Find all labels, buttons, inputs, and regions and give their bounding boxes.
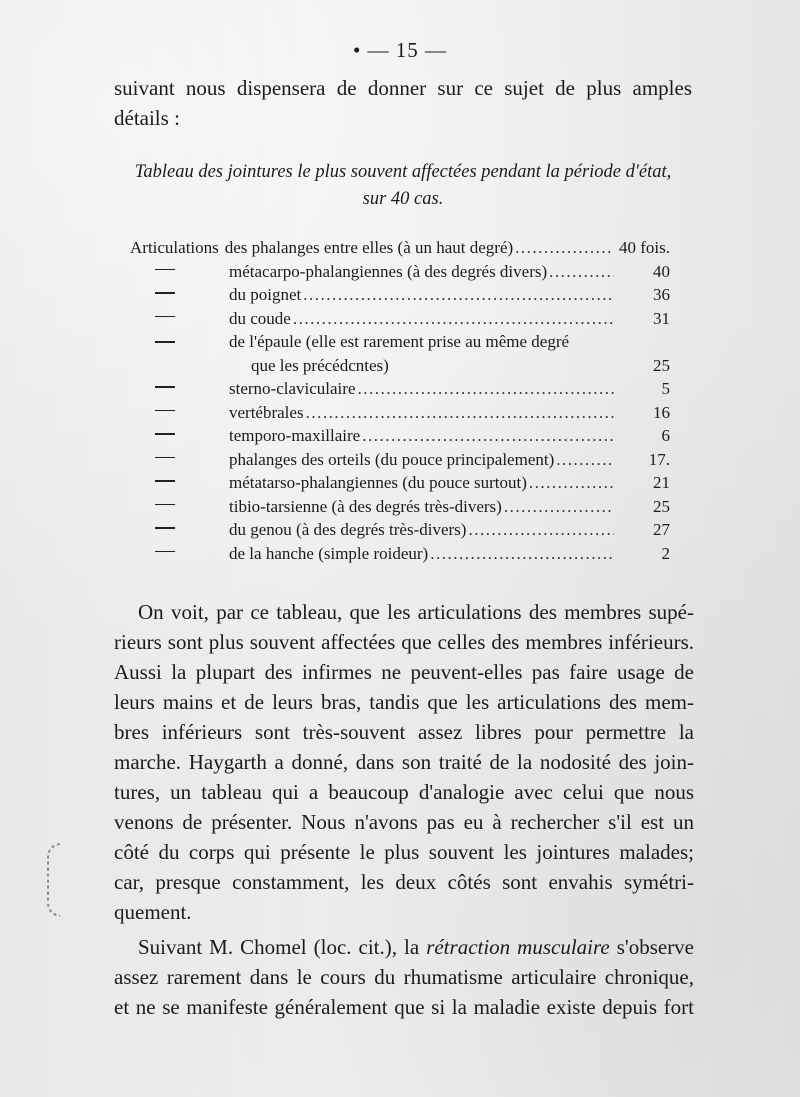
- margin-bracket-mark: [40, 840, 70, 920]
- table-title-line-2: sur 40 cas.: [362, 189, 444, 209]
- table-row: [130, 309, 670, 333]
- row-count: 21: [653, 473, 670, 492]
- paragraph-line: quement.: [114, 900, 192, 924]
- paragraph-text: s'observe: [609, 935, 695, 959]
- table-row: [130, 262, 670, 286]
- body-text: [114, 597, 694, 1022]
- table-row: [130, 426, 670, 450]
- row-label: [229, 309, 614, 329]
- leader-dots: [529, 473, 614, 493]
- paragraph-line: venons de présenter. Nous n'avons pas eu à rechercher s'il est un: [114, 810, 694, 834]
- row-label-continuation: [229, 356, 614, 380]
- ditto-dash: [130, 544, 229, 564]
- emphasis-text: rétraction musculaire: [426, 935, 610, 959]
- leader-dots: [515, 238, 614, 258]
- table-row: [130, 379, 670, 403]
- leader-dots: [468, 520, 614, 540]
- row-count: 5: [661, 379, 670, 398]
- table-row: [130, 450, 670, 474]
- row-label: [229, 332, 614, 379]
- row-lead: Articulations: [130, 238, 219, 257]
- row-count: 2: [661, 543, 670, 563]
- paragraph-line: bres inférieurs sont très-souvent assez libres pour permettre la: [114, 720, 694, 744]
- leader-dots: [306, 403, 614, 423]
- row-label: [229, 426, 614, 446]
- table-row: [130, 332, 670, 379]
- row-count: 6: [661, 426, 670, 445]
- leader-dots: [358, 379, 615, 399]
- row-label-text: des phalanges entre elles (à un haut degré): [224, 238, 514, 257]
- ditto-dash: [130, 520, 229, 540]
- paragraph-line: Aussi la plupart des infirmes ne peuvent-elles pas faire usage de: [114, 660, 694, 684]
- row-count: 40 fois.: [619, 238, 670, 257]
- paragraph-line: et ne se manifeste généralement que si la maladie existe depuis fort: [114, 995, 694, 1019]
- row-label-text: tibio-tarsienne (à des degrés très-divers): [229, 496, 502, 516]
- ditto-dash: [130, 473, 229, 493]
- paragraph-line: On voit, par ce tableau, que les articulations des membres supé-: [138, 600, 694, 624]
- paragraph-2: [114, 932, 694, 1022]
- row-count: 36: [653, 285, 670, 304]
- row-label: [229, 379, 614, 399]
- row-label-text: du coude: [229, 308, 291, 328]
- table-title: [110, 159, 696, 213]
- intro-line-1: suivant nous dispensera de donner sur ce sujet de plus amples: [114, 76, 692, 100]
- table-row: [130, 285, 670, 309]
- paragraph-line: tures, un tableau qui a beaucoup d'analogie avec celui que nous: [114, 780, 694, 804]
- paragraph-line: leurs mains et de leurs bras, tandis que les articulations des mem-: [114, 690, 694, 714]
- row-label-text: phalanges des orteils (du pouce principalement): [229, 449, 555, 469]
- table-title-line-1: Tableau des jointures le plus souvent affectées pendant la période d'état,: [134, 162, 672, 182]
- row-label: [229, 450, 614, 470]
- leader-dots: [303, 285, 614, 305]
- row-label-text: métatarso-phalangiennes (du pouce surtout): [229, 473, 527, 492]
- row-label: [229, 285, 614, 305]
- row-label-text: du poignet: [229, 285, 302, 304]
- paragraph-line: car, presque constamment, les deux côtés sont envahis symétri-: [114, 870, 694, 894]
- row-label-text: vertébrales: [229, 402, 304, 422]
- row-label: [229, 403, 614, 423]
- page-number: • — 15 —: [352, 38, 448, 62]
- leader-dots: [293, 309, 614, 329]
- row-label-text: sterno-claviculaire: [229, 379, 356, 398]
- paragraph-line: côté du corps qui présente le plus souvent les jointures malades;: [114, 840, 694, 864]
- row-count: 27: [653, 520, 670, 539]
- row-label: [229, 262, 614, 282]
- leader-dots: [430, 544, 614, 564]
- row-label-text: du genou (à des degrés très-divers): [229, 520, 467, 539]
- ditto-dash: [130, 450, 229, 470]
- row-label: [225, 238, 614, 258]
- row-label: [229, 544, 614, 564]
- row-label-text: temporo-maxillaire: [229, 426, 361, 445]
- table-row: [130, 473, 670, 497]
- table-row: [130, 520, 670, 544]
- ditto-dash: [130, 426, 229, 446]
- leader-dots: [549, 262, 614, 282]
- row-label: [229, 497, 614, 517]
- leader-dots: [362, 426, 614, 446]
- ditto-dash: [130, 262, 229, 282]
- paragraph-line: rieurs sont plus souvent affectées que celles des membres inférieurs.: [114, 630, 694, 654]
- leader-dots: [556, 450, 614, 470]
- row-label-text: de l'épaule (elle est rarement prise au même degré: [229, 332, 570, 351]
- table-row: [130, 497, 670, 521]
- row-label-text: métacarpo-phalangiennes (à des degrés divers): [229, 261, 548, 281]
- row-count: 25: [653, 355, 670, 375]
- paragraph-line: assez rarement dans le cours du rhumatisme articulaire chronique,: [114, 965, 694, 989]
- ditto-dash: [130, 403, 229, 423]
- row-label: [229, 520, 614, 540]
- row-count: 25: [653, 496, 670, 516]
- table-row: [130, 238, 670, 262]
- ditto-dash: [130, 309, 229, 329]
- table-row: [130, 403, 670, 427]
- row-count: 16: [653, 402, 670, 422]
- row-count: 17.: [648, 449, 670, 469]
- ditto-dash: [130, 379, 229, 399]
- paragraph-line: marche. Haygarth a donné, dans son traité de la nodosité des join-: [114, 750, 694, 774]
- table-row: [130, 544, 670, 568]
- paragraph-1: [114, 597, 694, 927]
- row-label: [229, 473, 614, 493]
- intro-line-2: détails :: [114, 106, 180, 130]
- row-count: 40: [653, 261, 670, 281]
- ditto-dash: [130, 497, 229, 517]
- row-label-text-2: que les précédcntes): [251, 355, 389, 375]
- joints-table: [130, 238, 670, 567]
- leader-dots: [504, 497, 614, 517]
- ditto-dash: [130, 285, 229, 305]
- row-label-text: de la hanche (simple roideur): [229, 543, 429, 563]
- intro-text: [114, 73, 692, 133]
- ditto-dash: [130, 332, 229, 354]
- paragraph-line: [114, 932, 694, 962]
- paragraph-text: Suivant M. Chomel (loc. cit.), la: [138, 935, 427, 959]
- row-count: 31: [653, 308, 670, 328]
